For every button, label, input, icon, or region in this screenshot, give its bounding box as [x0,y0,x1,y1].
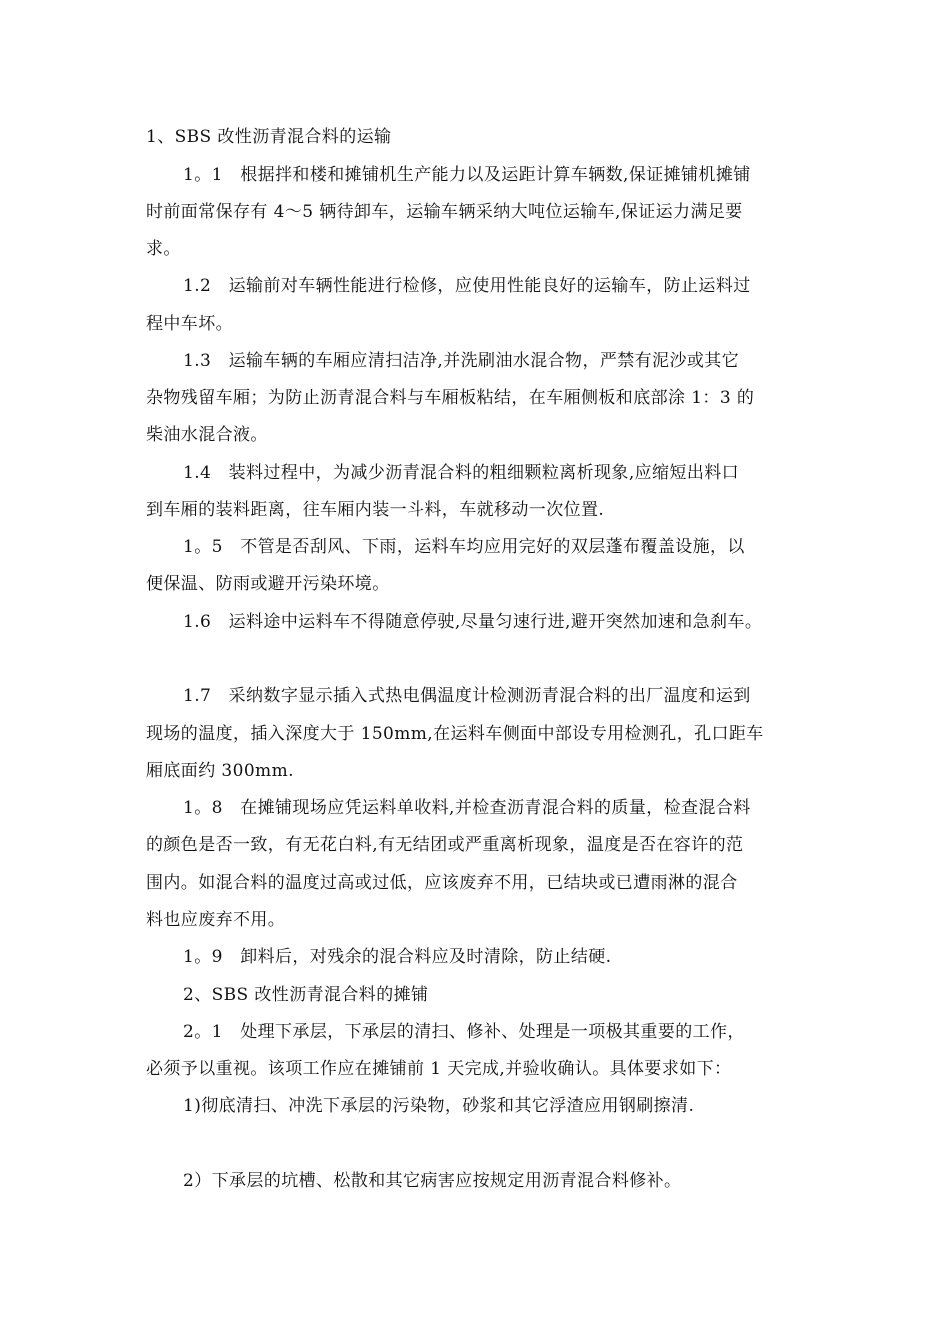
paragraph-1-7-line-3: 厢底面约 300mm. [146,761,294,781]
section-heading-transport: 1、SBS 改性沥青混合料的运输 [146,127,392,147]
paragraph-1-1-line-3: 求。 [146,239,181,259]
paragraph-1-1-line-2: 时前面常保存有 4～5 辆待卸车，运输车辆采纳大吨位运输车,保证运力满足要 [146,202,743,222]
paragraph-1-5-line-1: 1。5 不管是否刮风、下雨，运料车均应用完好的双层蓬布覆盖设施，以 [183,537,745,557]
paragraph-1-4-line-1: 1.4 装料过程中，为减少沥青混合料的粗细颗粒离析现象,应缩短出料口 [183,463,740,483]
paragraph-1-2-line-2: 程中车坏。 [146,314,233,334]
paragraph-1-8-line-3: 围内。如混合料的温度过高或过低，应该废弃不用，已结块或已遭雨淋的混合 [146,873,738,893]
paragraph-1-4-line-2: 到车厢的装料距离，往车厢内装一斗料，车就移动一次位置. [146,500,605,520]
paragraph-1-3-line-1: 1.3 运输车辆的车厢应清扫洁净,并洗刷油水混合物，严禁有泥沙或其它 [183,351,740,371]
paragraph-1-6-line-1: 1.6 运料途中运料车不得随意停驶,尽量匀速行进,避开突然加速和急刹车。 [183,612,763,632]
requirement-item-1: 1)彻底清扫、冲洗下承层的污染物，砂浆和其它浮渣应用钢刷擦清. [183,1096,695,1116]
paragraph-1-3-line-2: 杂物残留车厢；为防止沥青混合料与车厢板粘结，在车厢侧板和底部涂 1：3 的 [146,388,755,408]
paragraph-1-8-line-4: 料也应废弃不用。 [146,910,286,930]
paragraph-1-8-line-1: 1。8 在摊铺现场应凭运料单收料,并检查沥青混合料的质量，检查混合料 [183,798,751,818]
section-heading-paving: 2、SBS 改性沥青混合料的摊铺 [183,985,429,1005]
paragraph-1-2-line-1: 1.2 运输前对车辆性能进行检修，应使用性能良好的运输车，防止运料过 [183,276,751,296]
paragraph-2-1-line-1: 2。1 处理下承层，下承层的清扫、修补、处理是一项极其重要的工作， [183,1022,745,1042]
paragraph-1-9-line-1: 1。9 卸料后，对残余的混合料应及时清除，防止结硬. [183,947,612,967]
paragraph-1-7-line-2: 现场的温度，插入深度大于 150mm,在运料车侧面中部设专用检测孔，孔口距车 [146,724,764,744]
paragraph-1-3-line-3: 柴油水混合液。 [146,425,268,445]
paragraph-2-1-line-2: 必须予以重视。该项工作应在摊铺前 1 天完成,并验收确认。具体要求如下： [146,1059,732,1079]
paragraph-1-5-line-2: 便保温、防雨或避开污染环境。 [146,574,390,594]
paragraph-1-8-line-2: 的颜色是否一致，有无花白料,有无结团或严重离析现象，温度是否在容许的范 [146,835,744,855]
paragraph-1-1-line-1: 1。1 根据拌和楼和摊铺机生产能力以及运距计算车辆数,保证摊铺机摊铺 [183,165,751,185]
requirement-item-2: 2）下承层的坑槽、松散和其它病害应按规定用沥青混合料修补。 [183,1171,682,1191]
paragraph-1-7-line-1: 1.7 采纳数字显示插入式热电偶温度计检测沥青混合料的出厂温度和运到 [183,686,751,706]
